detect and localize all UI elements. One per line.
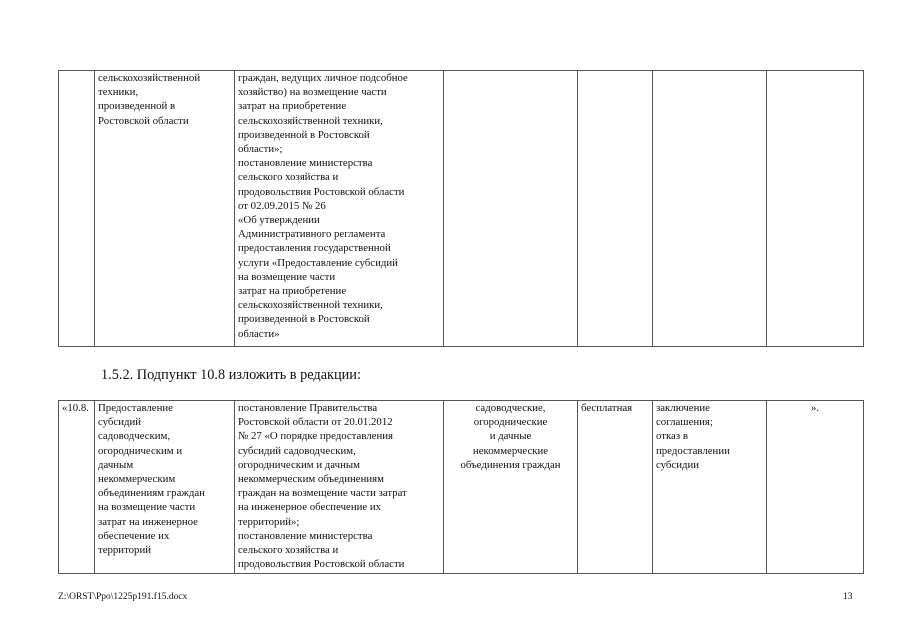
table-cell-recipients: садоводческие, огороднические и дачные некоммерческие объединения граждан [444, 401, 578, 574]
table-cell-fee: бесплатная [578, 401, 653, 574]
table-cell-number: «10.8. [59, 401, 95, 574]
table-cell-legal-basis: постановление Правительства Ростовской области от 20.01.2012 № 27 «О порядке предоставления субсидий садоводческим, огородническим и дачным некоммерческим объединениям граждан на возмещение части затрат на инженерное обеспечение их территорий»; постановление министерства сельского хозяйства и продовольствия Ростовской области [235, 401, 444, 574]
table-cell-result: заключение соглашения; отказ в предоставлении субсидии [653, 401, 767, 574]
table-cell-recipients [444, 71, 578, 347]
table-row [59, 71, 864, 347]
document-table-bottom [58, 400, 864, 574]
section-heading: 1.5.2. Подпункт 10.8 изложить в редакции: [101, 367, 361, 383]
table-cell-closing-quote: ». [767, 401, 864, 574]
table-row [59, 401, 864, 574]
table-cell-number [59, 71, 95, 347]
document-table-top [58, 70, 864, 347]
table-cell-extra [767, 71, 864, 347]
table-cell-result [653, 71, 767, 347]
table-cell-fee [578, 71, 653, 347]
table-cell-service-name: сельскохозяйственной техники, произведенной в Ростовской области [95, 71, 235, 347]
table-cell-service-name: Предоставление субсидий садоводческим, огородническим и дачным некоммерческим объединениям граждан на возмещение части затрат на инженерное обеспечение их территорий [95, 401, 235, 574]
footer-file-path: Z:\ORST\Ppo\1225p191.f15.docx [58, 592, 188, 602]
table-cell-legal-basis: граждан, ведущих личное подсобное хозяйство) на возмещение части затрат на приобретение сельскохозяйственной техники, произведенной в Ростовской области»; постановление министерства сельского хозяйства и продовольствия Ростовской области от 02.09.2015 № 26 «Об утверждении Административного регламента предоставления государственной услуги «Предоставление субсидий на возмещение части затрат на приобретение сельскохозяйственной техники, произведенной в Ростовской области» [235, 71, 444, 347]
page-number: 13 [843, 592, 853, 602]
